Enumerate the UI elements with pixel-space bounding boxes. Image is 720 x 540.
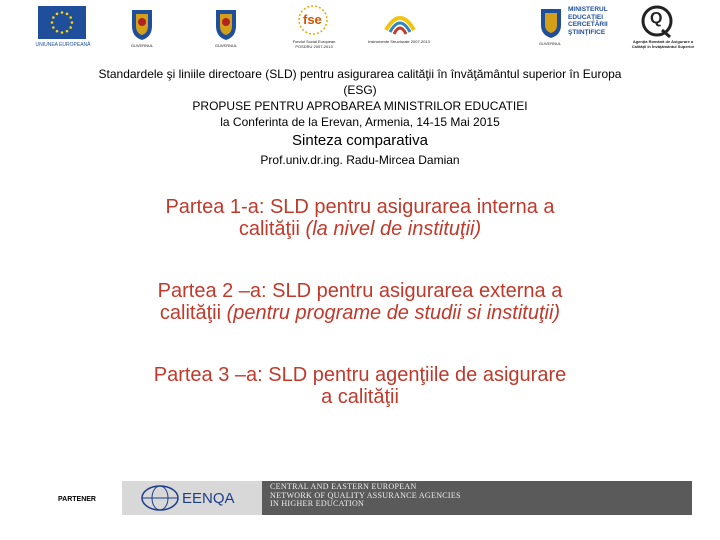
part-1-line-2 [60,218,660,240]
eenqa-text: EENQA [182,490,235,507]
part-1 [60,196,660,240]
header-line-3: PROPUSE PENTRU APROBAREA MINISTRILOR EDUCATIEI [192,99,528,113]
eu-star [56,30,59,33]
eu-flag-logo [38,6,86,39]
eu-star [66,13,69,16]
part-2-italic: (pentru programe de studii si instituţii) [226,302,561,324]
part-2-line-2 [60,302,660,324]
aracis-caption: Agenţia Română de Asigurare a Calităţii în Învăţământul Superior [631,39,695,49]
header-line-2: (ESG) [343,83,377,97]
part-2-word: calităţii [159,302,222,324]
eu-star [69,16,72,19]
eu-star [69,26,72,29]
eu-star [52,16,55,19]
part-1-italic: (la nivel de instituţii) [305,218,482,240]
header-line-1: Standardele şi liniile directoare (SLD) pentru asigurarea calităţii în învăţământul superior în Europa [98,67,622,81]
banner-line-2: NETWORK OF QUALITY ASSURANCE AGENCIES [270,490,461,500]
is-caption: Instrumente Structurale 2007-2013 [368,39,430,44]
coat-of-arms-logo-2 [212,6,240,42]
eu-star [61,11,64,14]
eu-caption: UNIUNEA EUROPEANĂ [35,42,91,48]
part-1-line-1: Partea 1-a: SLD pentru asigurarea interna a [165,196,555,218]
partener-label: PARTENER [58,496,96,503]
eu-star [52,26,55,29]
eenqa-banner [122,481,692,515]
header-line-4: la Conferinta de la Erevan, Armenia, 14-15 Mai 2015 [220,115,500,129]
minister-caption: MINISTERUL EDUCAŢIEI CERCETĂRII ŞTIINŢIFICE [568,6,608,36]
eu-star [51,21,54,24]
author-line: Prof.univ.dr.ing. Radu-Mircea Damian [260,153,460,167]
part-2-line-1: Partea 2 –a: SLD pentru asigurarea externa a [157,280,563,302]
part-1-word: calităţii [238,218,300,240]
minister-coat-of-arms-logo [538,6,564,40]
fse-mark: fse [303,12,322,27]
fse-caption: Fondul Social European POSDRU 2007-2013 [292,39,336,49]
eenqa-logo-area [122,481,262,515]
part-3-line-1: Partea 3 –a: SLD pentru agenţiile de asigurare [153,364,567,386]
banner-line-3: IN HIGHER EDUCATION [270,499,365,508]
part-2 [60,280,660,324]
header-block [40,66,680,168]
sinteza-title: Sinteza comparativa [292,132,428,149]
globe-icon [140,484,180,512]
eu-star [61,31,64,34]
banner-text [270,483,461,509]
part-3 [60,364,660,408]
eu-star [71,21,74,24]
guvern-caption-3: GUVERNUL [538,41,562,46]
coat-of-arms-logo-1 [128,6,156,42]
instrumente-structurale-logo [382,4,418,38]
aracis-mark: Q [650,10,663,27]
eu-star [66,30,69,33]
guvern-caption-2: GUVERNUL [214,43,238,48]
banner-line-1: CENTRAL AND EASTERN EUROPEAN [270,482,417,491]
eu-star [56,13,59,16]
guvern-caption-1: GUVERNUL [130,43,154,48]
logo-bar [0,0,720,62]
part-3-line-2: a calităţii [321,386,399,408]
